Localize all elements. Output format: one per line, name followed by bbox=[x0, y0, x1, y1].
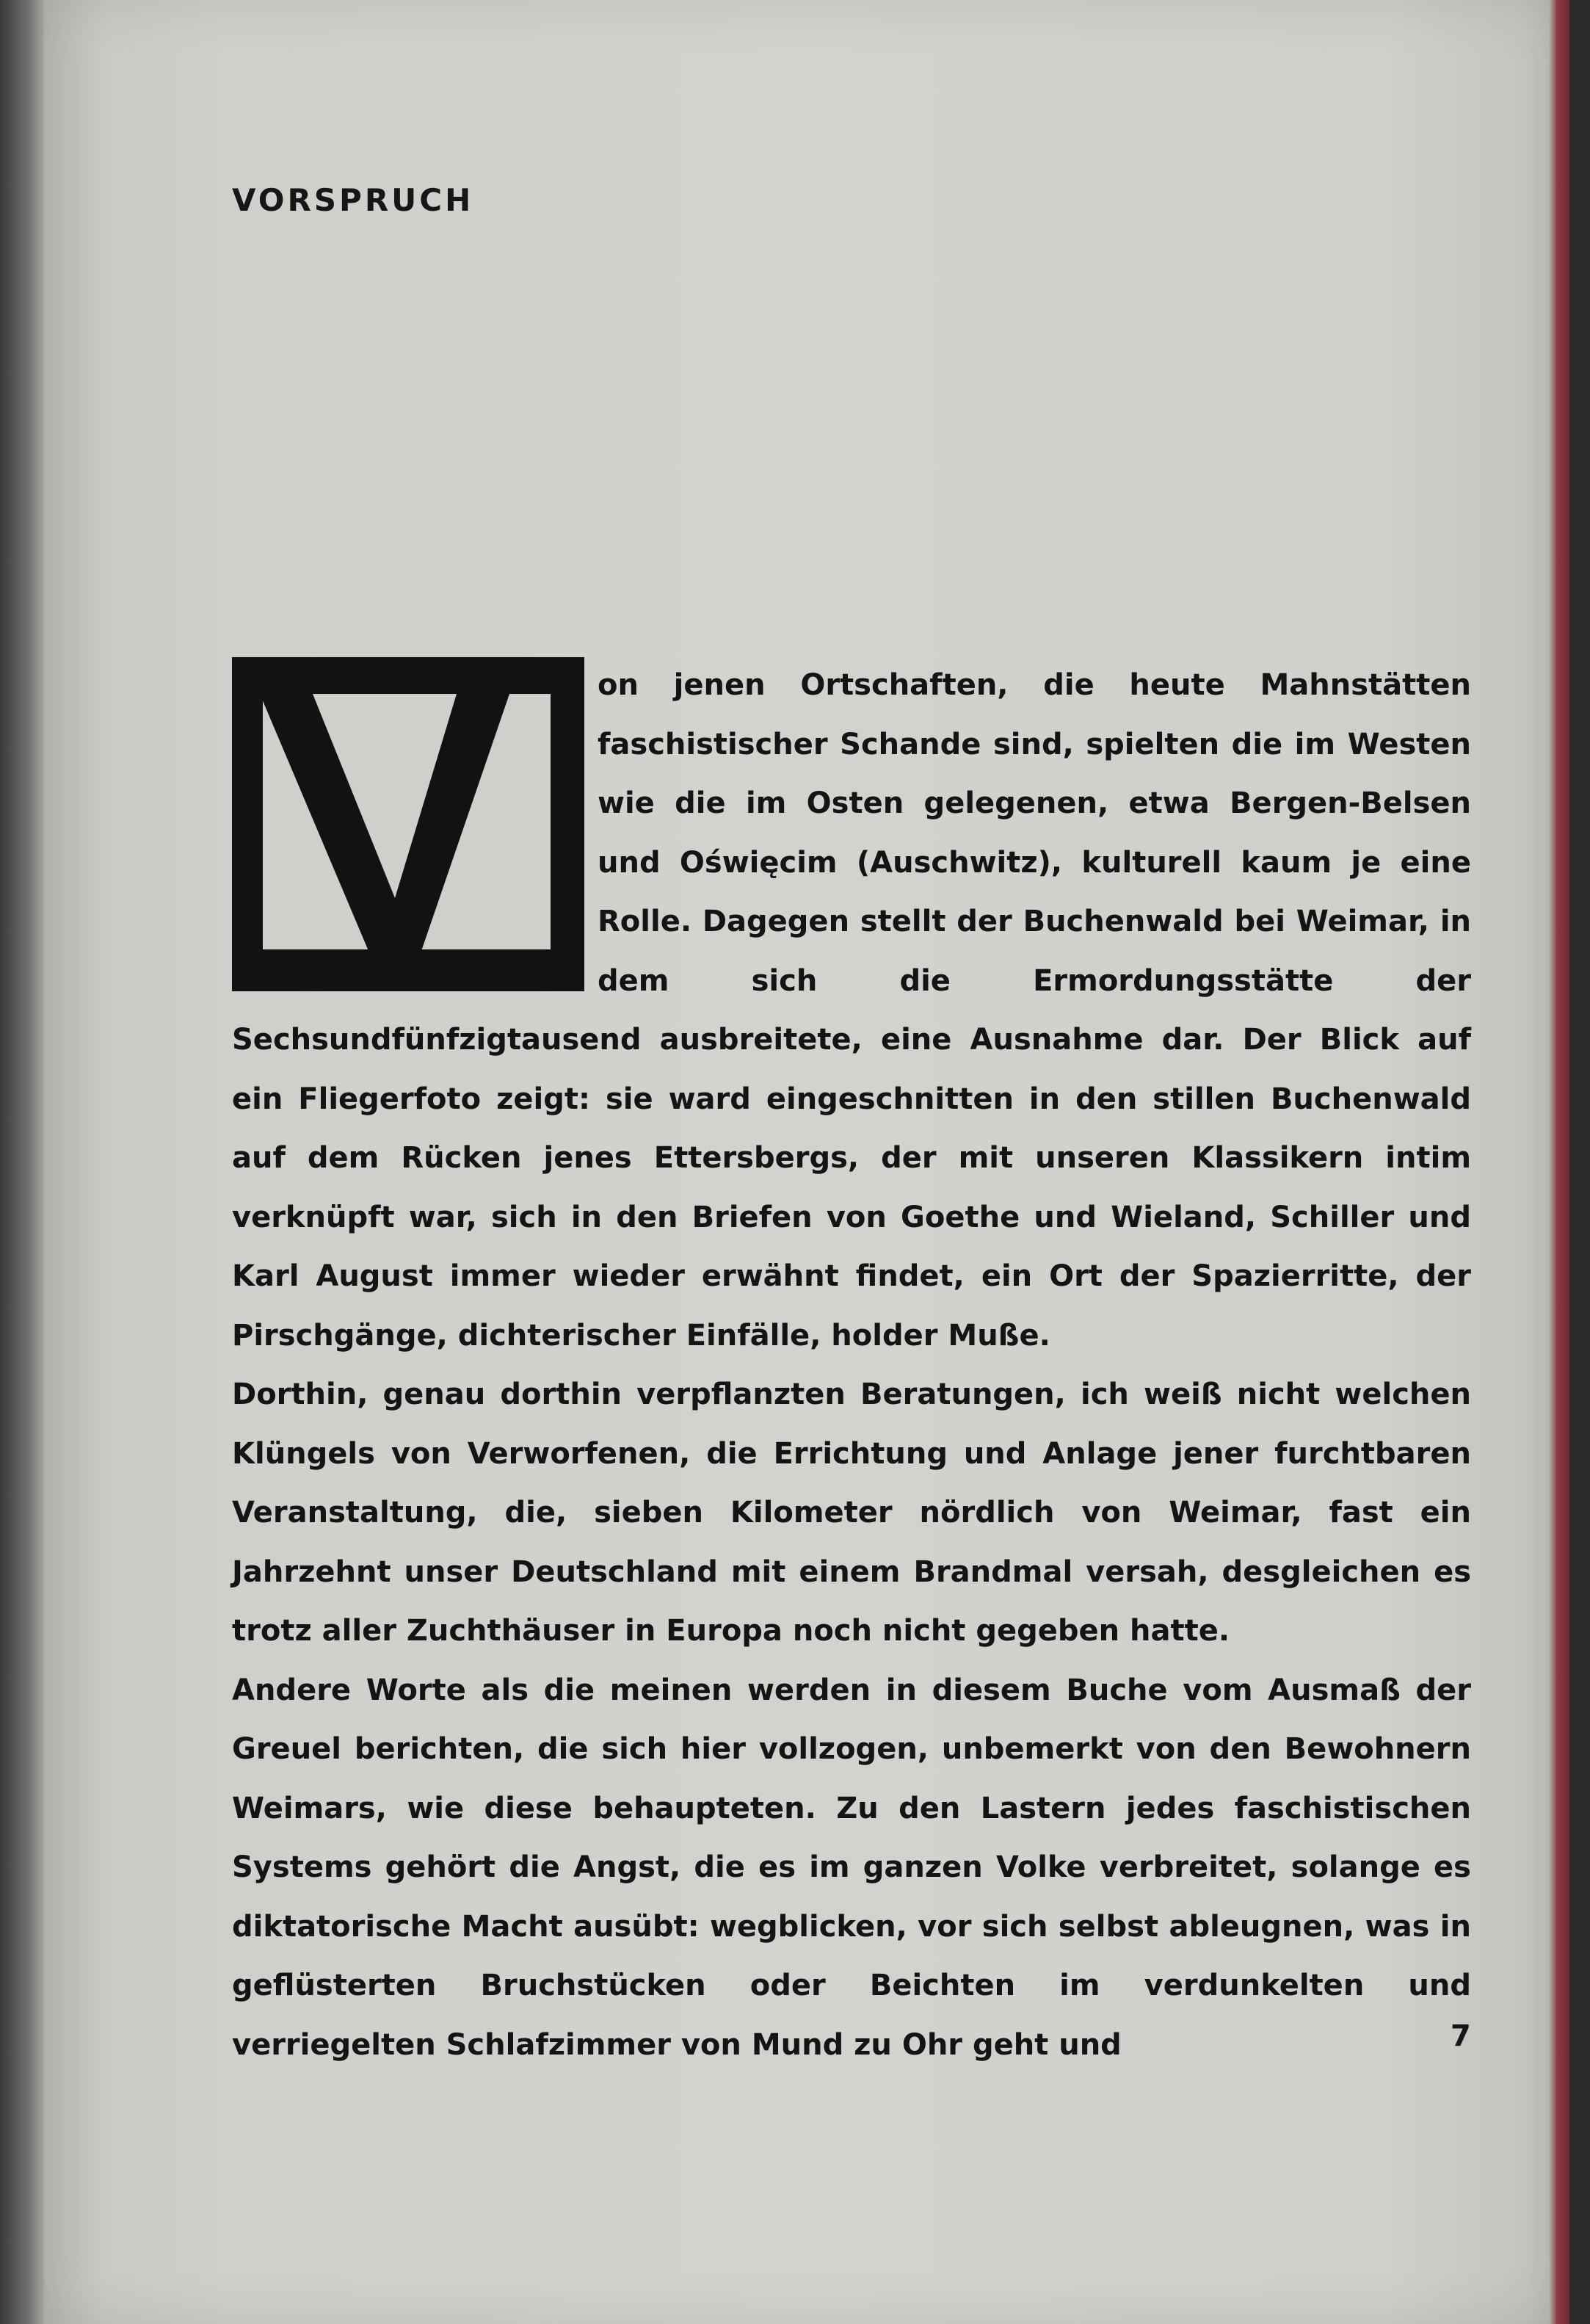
page-number: 7 bbox=[1451, 2019, 1471, 2053]
paragraph-1: on jenen Ortschaften, die heute Mahnstätten faschistischer Schande sind, spielten die im Westen wie die im Osten gelegenen, etwa Bergen-Belsen und Oświęcim (Auschwitz), kulturell kaum je eine Rolle. Dagegen stellt der Buchenwald bei Weimar, in dem sich die Ermordungsstätte der Sechsundfünfzigtausend ausbreitete, eine Ausnahme dar. Der Blick auf ein Fliegerfoto zeigt: sie ward eingeschnitten in den stillen Buchenwald auf dem Rücken jenes Ettersbergs, der mit unseren Klassikern intim verknüpft war, sich in den Briefen von Goethe und Wieland, Schiller und Karl August immer wieder erwähnt findet, ein Ort der Spazierritte, der Pirschgänge, dichterischer Einfälle, holder Muße. bbox=[232, 668, 1471, 1353]
body-text bbox=[232, 656, 1471, 2074]
paragraph-2: Dorthin, genau dorthin verpflanzten Beratungen, ich weiß nicht welchen Klüngels von Verworfenen, die Errichtung und Anlage jener furchtbaren Veranstaltung, die, sieben Kilometer nördlich von Weimar, fast ein Jahrzehnt unser Deutschland mit einem Brandmal versah, desgleichen es trotz aller Zuchthäuser in Europa noch nicht gegeben hatte. bbox=[232, 1378, 1471, 1648]
chapter-heading: VORSPRUCH bbox=[232, 182, 474, 218]
drop-cap-space bbox=[232, 656, 598, 1004]
book-spine-shadow bbox=[0, 0, 44, 2324]
page-edge bbox=[1549, 0, 1569, 2324]
paragraph-3: Andere Worte als die meinen werden in diesem Buche vom Ausmaß der Greuel berichten, die sich hier vollzogen, unbemerkt von den Bewohnern Weimars, wie diese behaupteten. Zu den Lastern jedes faschistischen Systems gehört die Angst, die es im ganzen Volke verbreitet, solange es diktatorische Macht ausübt: wegblicken, vor sich selbst ableugnen, was in geflüsterten Bruchstücken oder Beichten im verdunkelten und verriegelten Schlafzimmer von Mund zu Ohr geht und bbox=[232, 1673, 1471, 2062]
